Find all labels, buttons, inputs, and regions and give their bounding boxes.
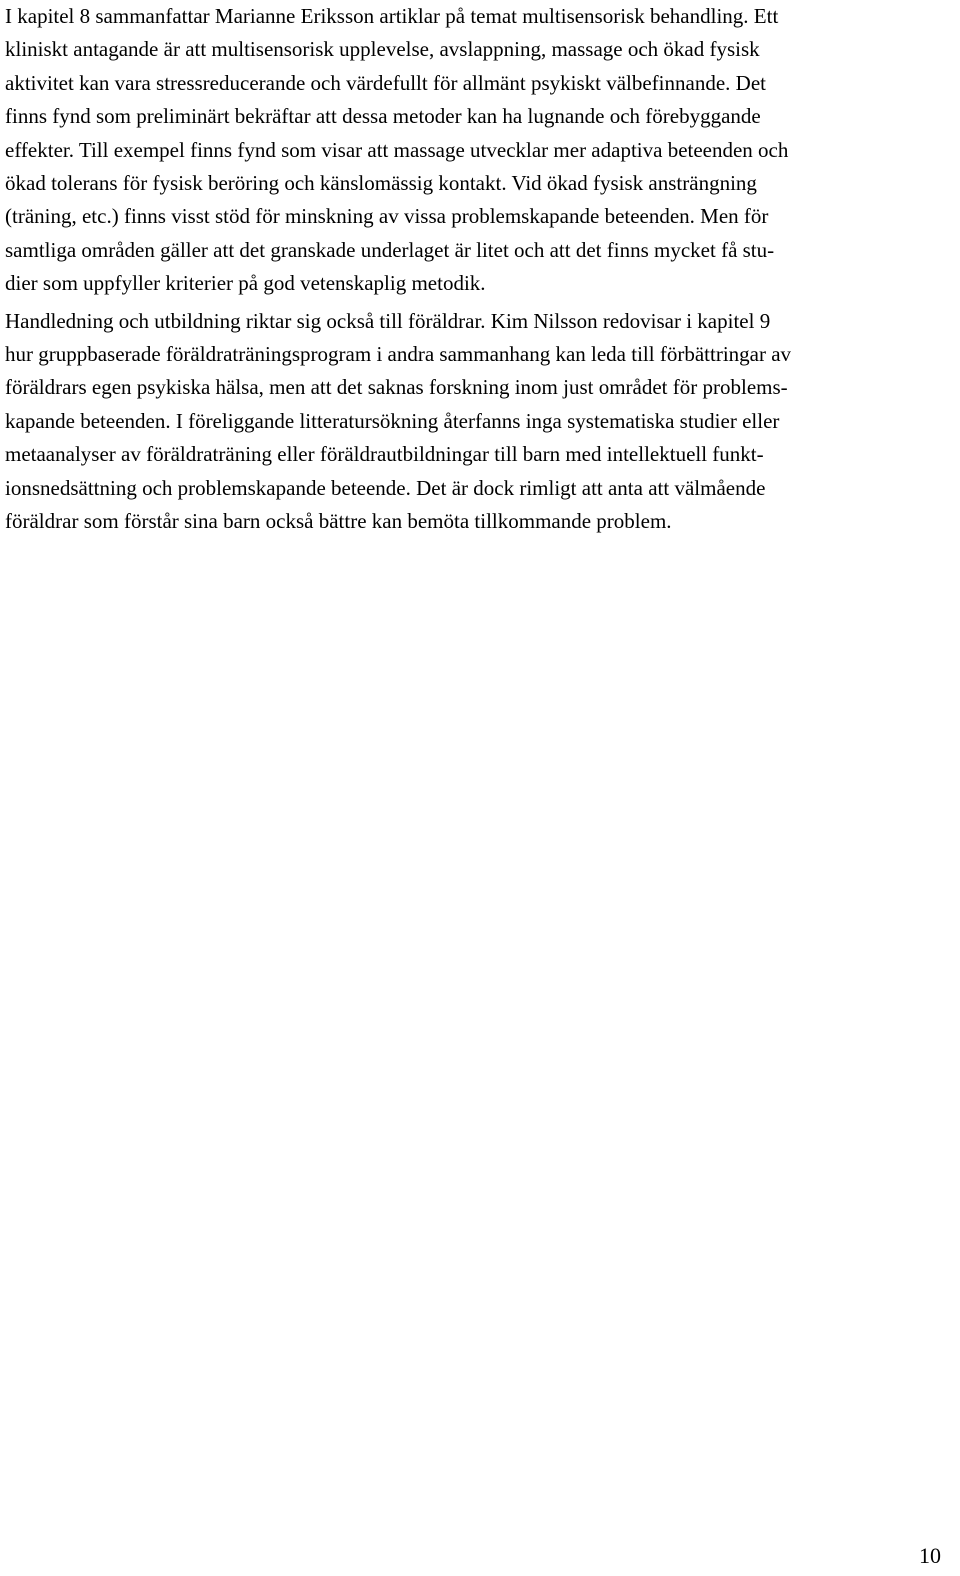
text-line: Handledning och utbildning riktar sig också till föräldrar. Kim Nilsson redovisar i kapitel 9	[5, 308, 771, 333]
text-line: I kapitel 8 sammanfattar Marianne Eriksson artiklar på temat multisensorisk behandling. Ett	[5, 4, 779, 28]
text-line: ionsnedsättning och problemskapande beteende. Det är dock rimligt att anta att välmående	[5, 475, 766, 500]
text-line: samtliga områden gäller att det granskade underlaget är litet och att det finns mycket få stu-	[5, 237, 775, 262]
text-line: metaanalyser av föräldraträning eller föräldrautbildningar till barn med intellektuell funkt-	[5, 442, 764, 467]
text-line: dier som uppfyller kriterier på god vetenskaplig metodik.	[5, 271, 486, 296]
text-line: kapande beteenden. I föreliggande litteratursökning återfanns inga systematiska studier eller	[5, 408, 780, 433]
text-line: effekter. Till exempel finns fynd som visar att massage utvecklar mer adaptiva beteenden och	[5, 137, 789, 162]
text-line: kliniskt antagande är att multisensorisk upplevelse, avslappning, massage och ökad fysisk	[5, 37, 760, 62]
text-line: aktivitet kan vara stressreducerande och värdefullt för allmänt psykiskt välbefinnande. Det	[5, 70, 766, 95]
text-line: (träning, etc.) finns visst stöd för minskning av vissa problemskapande beteenden. Men för	[5, 204, 769, 229]
text-line: föräldrars egen psykiska hälsa, men att det saknas forskning inom just området för problems-	[5, 375, 788, 400]
body-text	[5, 0, 950, 539]
paragraph-multisensory-treatment	[5, 0, 950, 301]
paragraph-parent-training	[5, 305, 950, 539]
text-line: finns fynd som preliminärt bekräftar att dessa metoder kan ha lugnande och förebyggande	[5, 104, 761, 129]
document-page	[5, 0, 950, 1576]
page-number: 10	[919, 1543, 941, 1568]
text-line: hur gruppbaserade föräldraträningsprogram i andra sammanhang kan leda till förbättringar av	[5, 342, 792, 367]
text-line: ökad tolerans för fysisk beröring och känslomässig kontakt. Vid ökad fysisk ansträngning	[5, 171, 757, 196]
text-line: föräldrar som förstår sina barn också bättre kan bemöta tillkommande problem.	[5, 509, 672, 534]
